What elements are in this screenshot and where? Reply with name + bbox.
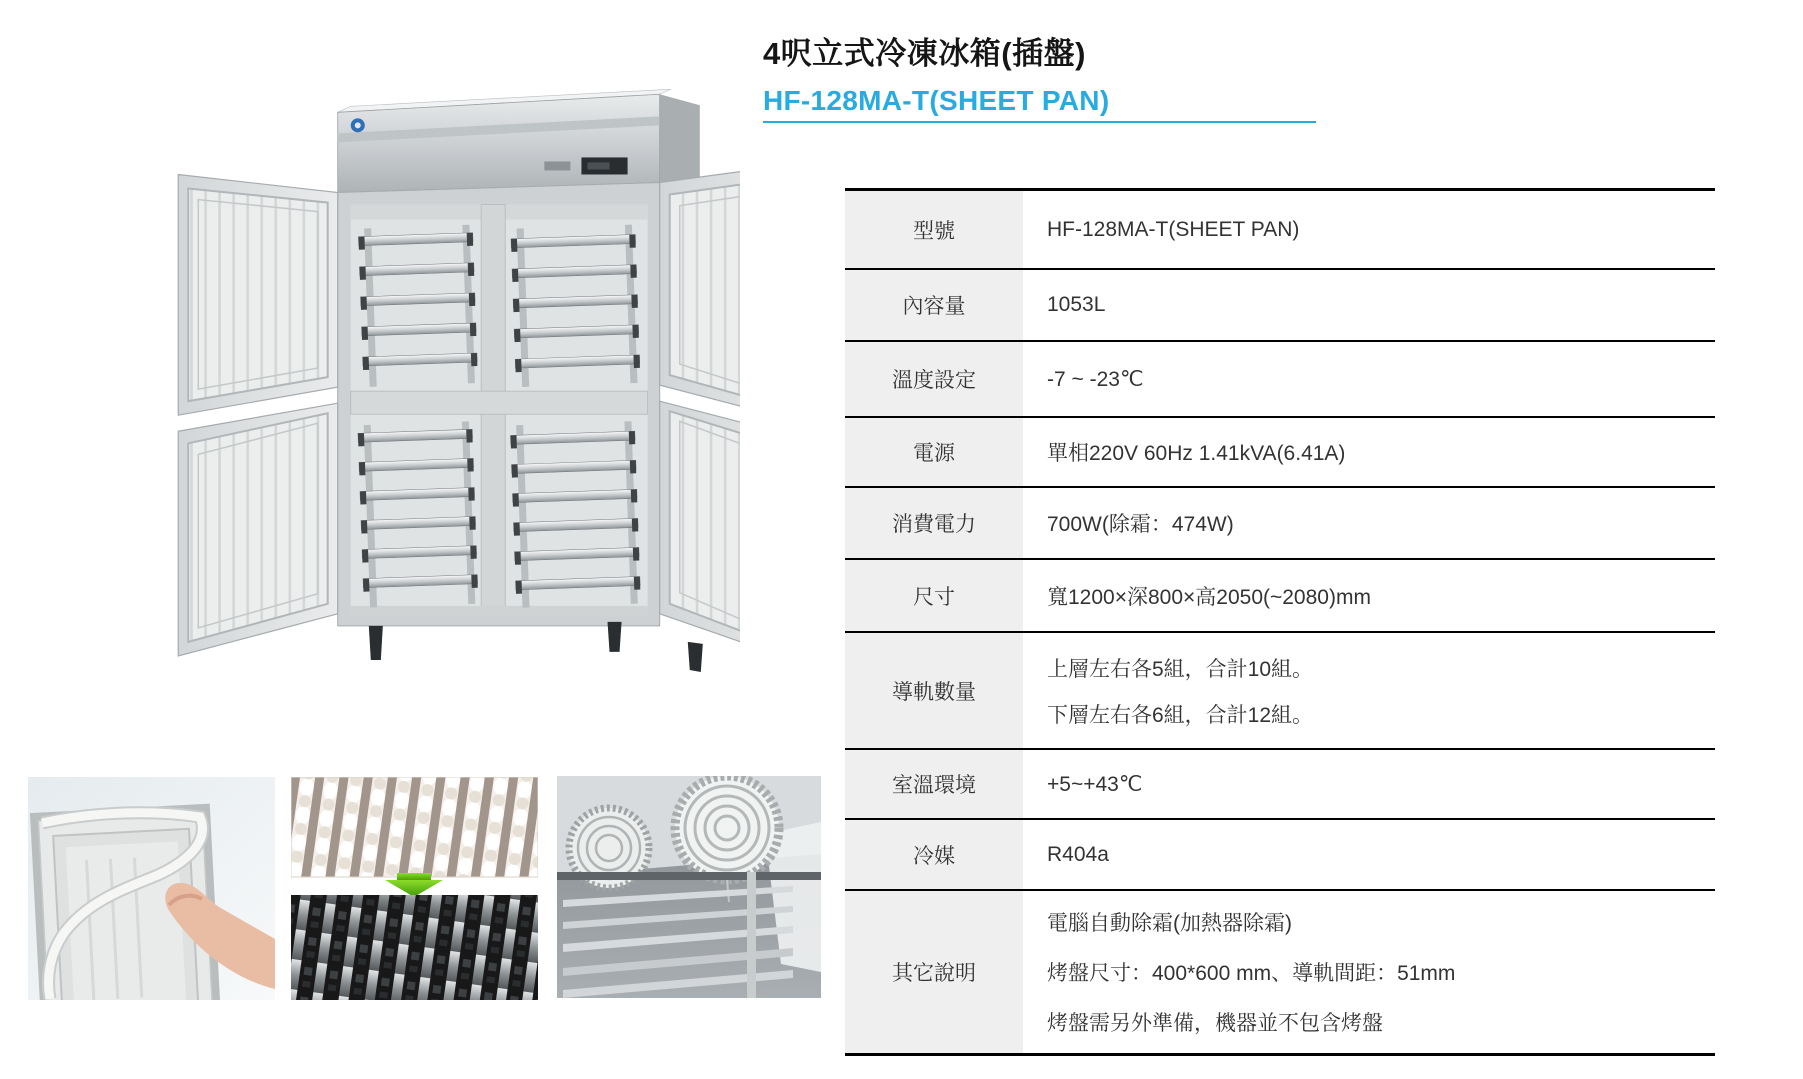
interior-fan-photo: [557, 776, 821, 998]
spec-value: [1023, 891, 1715, 1053]
defrost-before-after-photo: [291, 777, 538, 1000]
spec-value: [1023, 560, 1715, 631]
clean-coil-photo: [291, 895, 538, 1000]
freezer-cabinet: [338, 183, 660, 626]
spec-value-line: 烤盤需另外準備，機器並不包含烤盤: [1047, 1012, 1383, 1035]
model-number-heading: HF-128MA-T(SHEET PAN): [763, 85, 1110, 116]
spec-value-line: 下層左右各6組，合計12組。: [1047, 703, 1314, 727]
spec-value: [1023, 418, 1715, 486]
spec-row-rail-count: [845, 631, 1715, 748]
spec-value-line: 烤盤尺寸：400*600 mm、導軌間距：51mm: [1047, 962, 1456, 985]
spec-value-line: 電腦自動除霜(加熱器除霜): [1047, 912, 1292, 935]
page-title: 4呎立式冷凍冰箱(插盤): [763, 36, 1086, 71]
spec-value-line: 上層左右各5組，合計10組。: [1047, 657, 1314, 681]
spec-value-line: 寬1200×深800×高2050(~2080)mm: [1047, 585, 1371, 609]
spec-row-consumption: [845, 486, 1715, 558]
spec-value-line: HF-128MA-T(SHEET PAN): [1047, 217, 1300, 241]
spec-label: 冷媒: [845, 820, 1023, 889]
freezer-top-compartment: [338, 89, 700, 192]
spec-row-capacity: [845, 268, 1715, 340]
spec-row-model: [845, 191, 1715, 268]
freezer-product-photo: [128, 12, 740, 674]
spec-row-power: [845, 416, 1715, 486]
spec-value: [1023, 488, 1715, 558]
heading-underline: [763, 121, 1316, 123]
freezer-legs: [369, 622, 703, 672]
spec-value-line: 1053L: [1047, 293, 1106, 316]
spec-value: [1023, 820, 1715, 889]
spec-row-ambient: [845, 748, 1715, 818]
spec-label: 消費電力: [845, 488, 1023, 558]
spec-value-line: R404a: [1047, 842, 1109, 866]
spec-row-other-notes: [845, 889, 1715, 1053]
spec-value: [1023, 633, 1715, 748]
spec-label: 溫度設定: [845, 342, 1023, 416]
spec-row-dimensions: [845, 558, 1715, 631]
spec-value-line: 單相220V 60Hz 1.41kVA(6.41A): [1047, 442, 1346, 465]
spec-value-line: +5~+43℃: [1047, 772, 1143, 796]
spec-value: [1023, 191, 1715, 268]
spec-label: 尺寸: [845, 560, 1023, 631]
spec-value: [1023, 270, 1715, 340]
frosted-coil-photo: [291, 777, 538, 877]
spec-table: [845, 188, 1715, 1056]
spec-label: 導軌數量: [845, 633, 1023, 748]
spec-label: 型號: [845, 191, 1023, 268]
spec-label: 內容量: [845, 270, 1023, 340]
spec-value-line: -7 ~ -23℃: [1047, 367, 1144, 391]
spec-value: [1023, 342, 1715, 416]
spec-row-refrigerant: [845, 818, 1715, 889]
spec-label: 其它說明: [845, 891, 1023, 1053]
door-gasket-photo: [28, 777, 275, 1000]
spec-label: 電源: [845, 418, 1023, 486]
spec-value: [1023, 750, 1715, 818]
spec-value-line: 700W(除霜：474W): [1047, 513, 1234, 536]
spec-label: 室溫環境: [845, 750, 1023, 818]
spec-row-temp-setting: [845, 340, 1715, 416]
